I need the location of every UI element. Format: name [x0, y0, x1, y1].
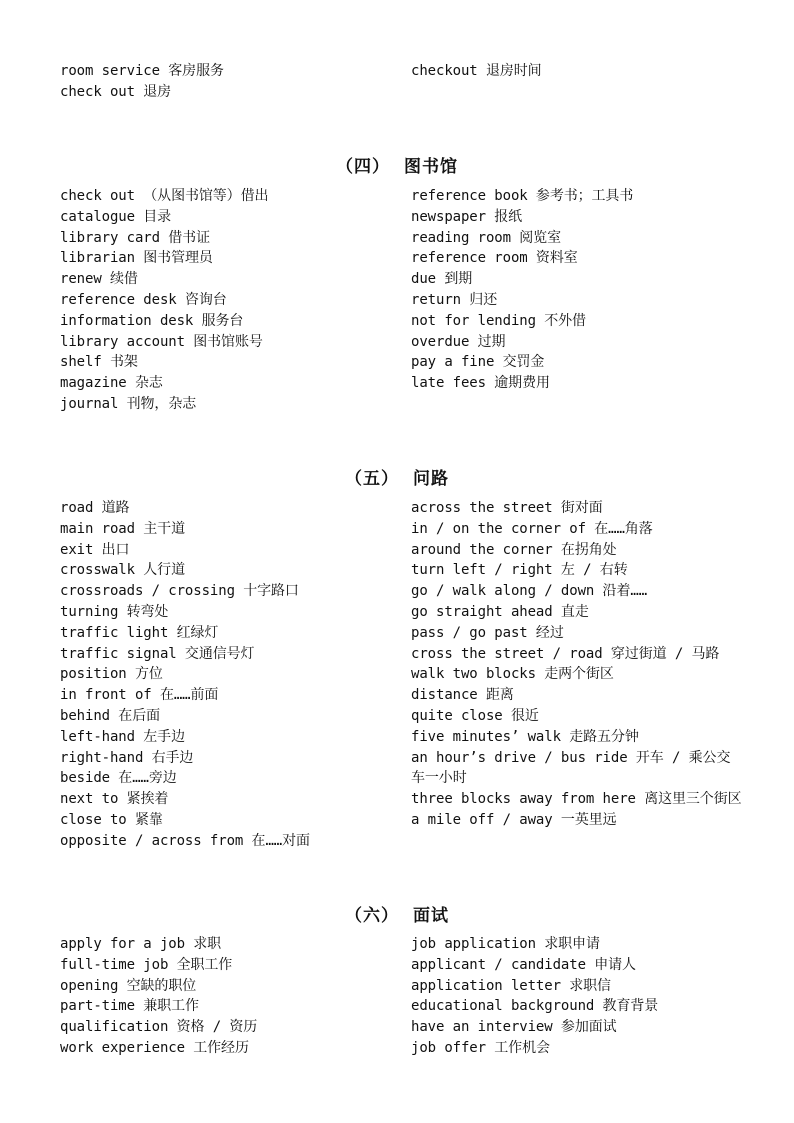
section-heading-interview	[0, 901, 794, 926]
vocab-entry: next to 紧挨着	[60, 791, 169, 808]
vocab-entry: beside 在……旁边	[60, 770, 177, 787]
vocab-entry: educational background 教育背景	[411, 998, 659, 1015]
vocab-entry: go / walk along / down 沿着……	[411, 583, 648, 600]
vocab-entry: magazine 杂志	[60, 375, 163, 392]
section-heading-library	[0, 152, 794, 177]
vocab-entry: full-time job 全职工作	[60, 956, 233, 973]
section-title: 问路	[413, 469, 449, 489]
directions-right-column	[411, 498, 741, 831]
vocab-entry: in front of 在……前面	[60, 687, 219, 704]
top-right-column	[411, 61, 741, 82]
vocab-entry: distance 距离	[411, 687, 514, 704]
vocab-entry: walk two blocks 走两个街区	[411, 666, 614, 683]
vocab-entry: job offer 工作机会	[411, 1039, 550, 1056]
vocab-entry: crossroads / crossing 十字路口	[60, 583, 299, 600]
interview-left-column	[60, 934, 400, 1059]
vocab-entry: position 方位	[60, 666, 163, 683]
vocab-entry: have an interview 参加面试	[411, 1019, 617, 1036]
vocab-entry: an hour’s drive / bus ride 开车 / 乘公交车一小时	[411, 749, 731, 787]
vocab-entry: right-hand 右手边	[60, 749, 194, 766]
interview-right-column	[411, 934, 741, 1059]
vocab-entry: applicant / candidate 申请人	[411, 956, 636, 973]
vocab-entry: late fees 逾期费用	[411, 375, 550, 392]
vocab-entry: not for lending 不外借	[411, 312, 586, 329]
vocab-entry: information desk 服务台	[60, 312, 244, 329]
vocab-entry: road 道路	[60, 500, 130, 516]
vocab-entry: newspaper 报纸	[411, 208, 523, 225]
vocab-entry: reading room 阅览室	[411, 229, 561, 246]
vocab-entry: behind 在后面	[60, 707, 161, 724]
vocab-entry: opening 空缺的职位	[60, 977, 197, 994]
vocab-entry: check out 退房	[60, 83, 172, 100]
vocab-entry: apply for a job 求职	[60, 936, 222, 952]
library-left-column	[60, 186, 400, 415]
vocab-entry: traffic signal 交通信号灯	[60, 645, 255, 662]
vocab-entry: overdue 过期	[411, 333, 506, 350]
vocab-entry: journal 刊物，杂志	[60, 395, 197, 412]
vocab-entry: return 归还	[411, 291, 498, 308]
vocab-entry: go straight ahead 直走	[411, 603, 589, 620]
vocab-entry: three blocks away from here 离这里三个街区	[411, 791, 742, 808]
section-number: （四）	[336, 157, 390, 177]
vocab-entry: left-hand 左手边	[60, 728, 185, 745]
vocab-entry: cross the street / road 穿过街道 / 马路	[411, 645, 720, 662]
section-number: （五）	[345, 469, 399, 489]
vocab-entry: application letter 求职信	[411, 977, 611, 994]
vocab-entry: work experience 工作经历	[60, 1039, 249, 1056]
vocab-entry: reference book 参考书；工具书	[411, 188, 634, 204]
vocab-entry: room service 客房服务	[60, 63, 224, 79]
vocab-entry: library card 借书证	[60, 229, 210, 246]
vocab-entry: part-time 兼职工作	[60, 998, 199, 1015]
vocab-entry: turning 转弯处	[60, 603, 169, 620]
vocab-entry: around the corner 在拐角处	[411, 541, 617, 558]
vocab-entry: reference room 资料室	[411, 250, 578, 267]
section-number: （六）	[345, 906, 399, 926]
vocab-entry: renew 续借	[60, 271, 138, 288]
library-right-column	[411, 186, 741, 394]
vocab-entry: traffic light 红绿灯	[60, 624, 219, 641]
vocab-entry: in / on the corner of 在……角落	[411, 520, 653, 537]
section-title: 面试	[413, 906, 449, 926]
vocab-entry: a mile off / away 一英里远	[411, 811, 617, 828]
vocab-entry: across the street 街对面	[411, 500, 603, 516]
directions-left-column	[60, 498, 400, 852]
vocab-entry: crosswalk 人行道	[60, 562, 185, 579]
vocab-entry: pay a fine 交罚金	[411, 354, 545, 371]
vocab-entry: five minutes’ walk 走路五分钟	[411, 728, 639, 745]
vocab-entry: turn left / right 左 / 右转	[411, 562, 628, 579]
vocab-entry: close to 紧靠	[60, 811, 163, 828]
section-heading-directions	[0, 464, 794, 489]
vocab-entry: reference desk 咨询台	[60, 291, 227, 308]
vocab-entry: pass / go past 经过	[411, 624, 564, 641]
vocab-entry: due 到期	[411, 271, 473, 288]
vocab-entry: shelf 书架	[60, 354, 138, 371]
vocab-entry: qualification 资格 / 资历	[60, 1019, 258, 1036]
top-left-column	[60, 61, 400, 103]
section-title: 图书馆	[404, 157, 458, 177]
vocab-entry: exit 出口	[60, 541, 130, 558]
vocab-entry: checkout 退房时间	[411, 63, 542, 79]
vocab-entry: opposite / across from 在……对面	[60, 832, 310, 849]
vocab-entry: check out （从图书馆等）借出	[60, 188, 269, 204]
vocab-entry: librarian 图书管理员	[60, 250, 213, 267]
vocab-entry: quite close 很近	[411, 707, 539, 724]
vocab-entry: job application 求职申请	[411, 936, 600, 952]
vocab-entry: main road 主干道	[60, 520, 185, 537]
vocab-entry: library account 图书馆账号	[60, 333, 263, 350]
vocab-entry: catalogue 目录	[60, 208, 172, 225]
